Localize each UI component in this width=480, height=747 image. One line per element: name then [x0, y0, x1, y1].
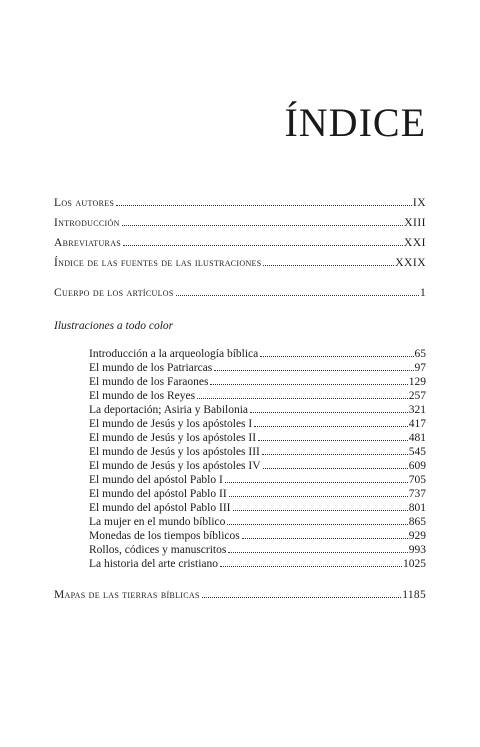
toc-subentry-page: 417 [408, 418, 426, 430]
dot-leader [227, 524, 407, 525]
toc-subentry-page: 1025 [403, 558, 426, 570]
dot-leader [123, 245, 403, 246]
toc-entry-label: Abreviaturas [54, 237, 122, 249]
toc-subentry[interactable] [89, 347, 426, 361]
toc-subentry-label: El mundo de Jesús y los apóstoles III [89, 446, 260, 458]
toc-subentry[interactable] [89, 501, 426, 515]
toc-entry-cuerpo-articulos[interactable] [54, 286, 426, 300]
dot-leader [258, 440, 408, 441]
dot-leader [242, 538, 408, 539]
dot-leader [202, 597, 402, 598]
toc-subentry-page: 929 [408, 530, 426, 542]
dot-leader [116, 205, 412, 206]
toc-subentry-page: 257 [408, 390, 426, 402]
toc-subentry-page: 705 [408, 474, 426, 486]
page-title: ÍNDICE [284, 100, 426, 145]
toc-subentry-page: 737 [408, 488, 426, 500]
toc-entry-page: XXIX [395, 257, 426, 269]
toc-subentry[interactable] [89, 417, 426, 431]
dot-leader [229, 496, 408, 497]
toc-subentry-label: La mujer en el mundo bíblico [89, 516, 226, 528]
toc-subentry-label: Monedas de los tiempos bíblicos [89, 530, 240, 542]
toc-entry-label: Introducción [54, 217, 120, 229]
toc-subentry-page: 129 [408, 376, 426, 388]
dot-leader [122, 225, 404, 226]
dot-leader [262, 454, 408, 455]
toc-entry-page: XXI [404, 237, 426, 249]
toc-entry-introduccion[interactable] [54, 216, 426, 230]
dot-leader [263, 468, 408, 469]
dot-leader [260, 356, 413, 357]
toc-entry-label: Los autores [54, 197, 115, 209]
dot-leader [254, 426, 408, 427]
dot-leader [233, 510, 408, 511]
toc-subentry-page: 609 [408, 460, 426, 472]
toc-subentry-page: 321 [408, 404, 426, 416]
toc-subentry-page: 65 [414, 348, 426, 360]
toc-subentry-label: El mundo del apóstol Pablo II [89, 488, 227, 500]
toc-subentry[interactable] [89, 557, 426, 571]
toc-entry-page: 1 [419, 287, 426, 299]
toc-subentry[interactable] [89, 445, 426, 459]
dot-leader [210, 384, 407, 385]
toc-subentry-page: 993 [408, 544, 426, 556]
toc-subentry[interactable] [89, 473, 426, 487]
dot-leader [225, 482, 408, 483]
toc-subentry-page: 97 [414, 362, 426, 374]
toc-subentry-page: 545 [408, 446, 426, 458]
toc-subentry[interactable] [89, 375, 426, 389]
toc-entry-fuentes-ilustraciones[interactable] [54, 256, 426, 270]
toc-subentry[interactable] [89, 389, 426, 403]
dot-leader [197, 398, 408, 399]
toc-entry-page: XIII [404, 217, 426, 229]
toc-entry-page: IX [412, 197, 426, 209]
toc-subentry[interactable] [89, 515, 426, 529]
dot-leader [214, 370, 413, 371]
toc-subentry-label: La deportación; Asiria y Babilonia [89, 404, 249, 416]
toc-subentry[interactable] [89, 459, 426, 473]
dot-leader [176, 295, 419, 296]
toc-entry-mapas[interactable] [54, 588, 426, 602]
toc-subentry-label: El mundo de Jesús y los apóstoles IV [89, 460, 261, 472]
toc-entry-page: 1185 [402, 589, 426, 601]
toc-subentry-label: El mundo de Jesús y los apóstoles I [89, 418, 253, 430]
toc-subentry[interactable] [89, 431, 426, 445]
toc-entry-autores[interactable] [54, 196, 426, 210]
toc-entry-abreviaturas[interactable] [54, 236, 426, 250]
toc-subentry-label: El mundo de los Faraones [89, 376, 209, 388]
dot-leader [250, 412, 408, 413]
illustrations-heading: Ilustraciones a todo color [54, 320, 174, 332]
toc-subentry-label: Rollos, códices y manuscritos [89, 544, 227, 556]
toc-subentry-label: El mundo de los Patriarcas [89, 362, 213, 374]
toc-entry-label: Mapas de las tierras bíblicas [54, 589, 200, 601]
toc-subentry[interactable] [89, 361, 426, 375]
dot-leader [228, 552, 407, 553]
toc-subentry[interactable] [89, 529, 426, 543]
toc-subentry-label: El mundo de los Reyes [89, 390, 196, 402]
dot-leader [220, 566, 402, 567]
toc-subentry[interactable] [89, 403, 426, 417]
toc-subentry-label: El mundo del apóstol Pablo I [89, 474, 223, 486]
toc-subentry[interactable] [89, 487, 426, 501]
toc-subentry-label: Introducción a la arqueología bíblica [89, 348, 259, 360]
toc-subentry-page: 481 [408, 432, 426, 444]
toc-subentry-label: El mundo del apóstol Pablo III [89, 502, 231, 514]
toc-subentry-label: El mundo de Jesús y los apóstoles II [89, 432, 257, 444]
toc-subentry-page: 801 [408, 502, 426, 514]
toc-subentry-label: La historia del arte cristiano [89, 558, 219, 570]
dot-leader [263, 265, 394, 266]
toc-subentry-page: 865 [408, 516, 426, 528]
toc-entry-label: Cuerpo de los artículos [54, 287, 174, 299]
toc-subentry[interactable] [89, 543, 426, 557]
toc-entry-label: Índice de las fuentes de las ilustraciones [54, 257, 262, 269]
